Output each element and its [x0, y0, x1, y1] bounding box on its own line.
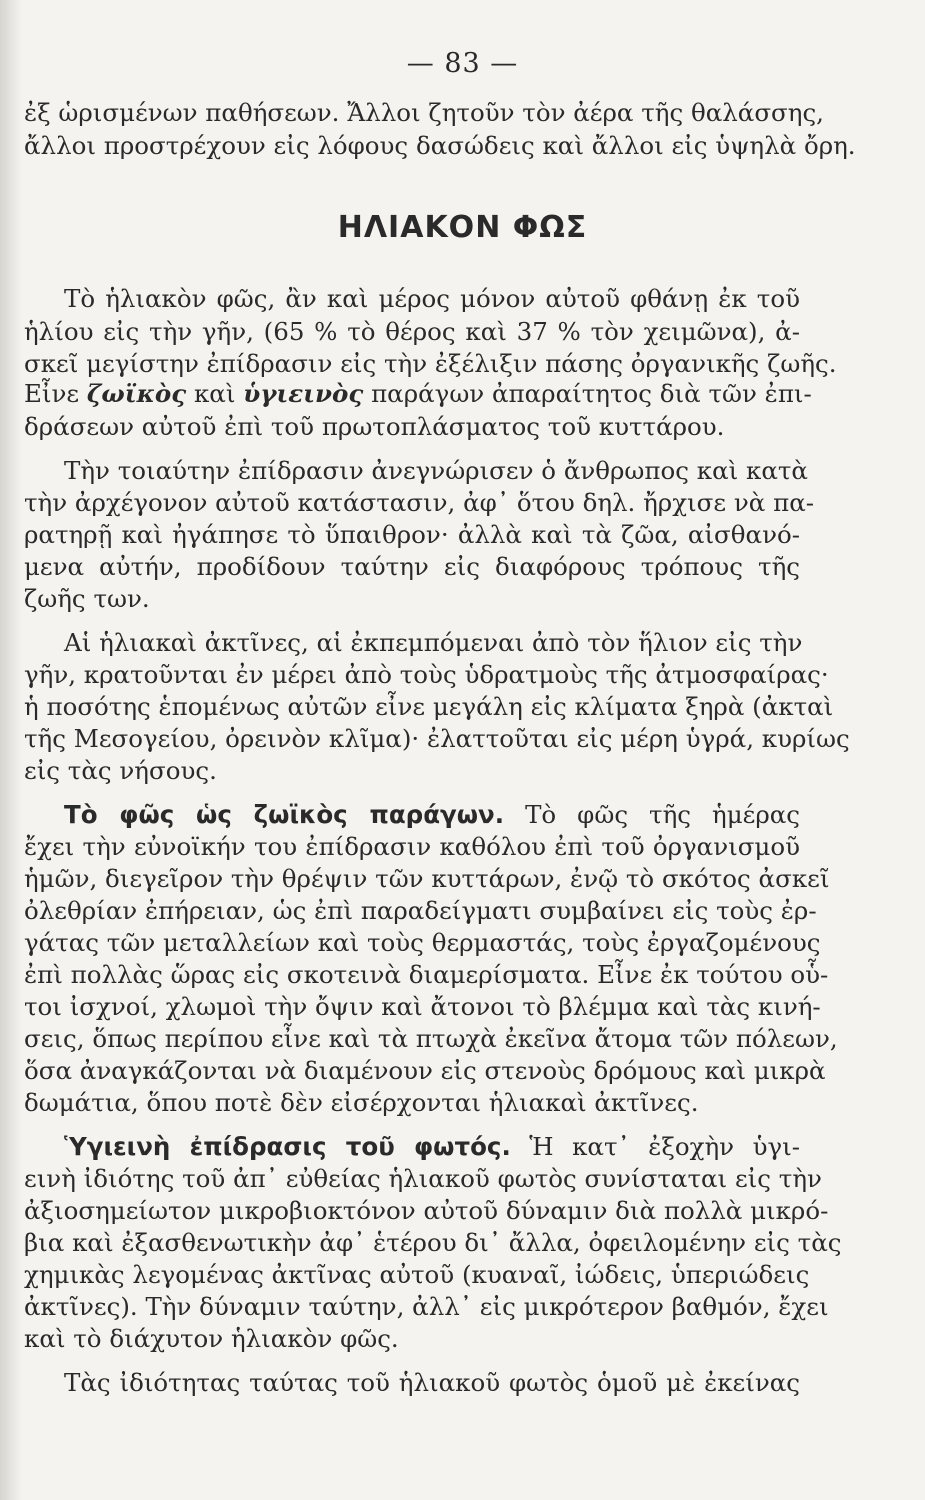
text-line: τοι ἰσχνοί, χλωμοὶ τὴν ὄψιν καὶ ἄτονοι τὸ βλέμμα καὶ τὰς κινή- [24, 992, 821, 1021]
text-line: ὀλεθρίαν ἐπήρειαν, ὡς ἐπὶ παραδείγματι συμβαίνει εἰς τοὺς ἐρ- [24, 896, 817, 925]
line-text: Εἶνε [24, 379, 87, 408]
emphasis-term: ὑγιεινὸς [243, 379, 364, 408]
text-line: ἡ ποσότης ἑπομένως αὐτῶν εἶνε μεγάλη εἰς κλίματα ξηρὰ (ἀκταὶ [24, 692, 834, 721]
text-line: ἐπὶ πολλὰς ὥρας εἰς σκοτεινὰ διαμερίσματα. Εἶνε ἐκ τούτου οὗ- [24, 960, 829, 989]
text-line: ὅσα ἀναγκάζονται νὰ διαμένουν εἰς στενοὺς δρόμους καὶ μικρὰ [24, 1056, 826, 1085]
text-line: Αἱ ἡλιακαὶ ἀκτῖνες, αἱ ἐκπεμπόμεναι ἀπὸ τὸν ἥλιον εἰς τὴν [64, 628, 803, 657]
text-line: εἰς τὰς νήσους. [24, 756, 217, 785]
section-heading: ΗΛΙΑΚΟΝ ΦΩΣ [337, 210, 588, 245]
inline-subheading: Ὑγιεινὴ ἐπίδρασις τοῦ φωτός. [64, 1132, 511, 1161]
text-line: δωμάτια, ὅπου ποτὲ δὲν εἰσέρχονται ἡλιακαὶ ἀκτῖνες. [24, 1088, 699, 1117]
line-text: Τὸ φῶς τῆς ἡμέρας [504, 800, 800, 829]
text-line: ζωῆς των. [24, 584, 150, 613]
text-line [24, 378, 812, 410]
text-line: τὴν ἀρχέγονον αὐτοῦ κατάστασιν, ἀφ᾿ ὅτου δηλ. ἤρχισε νὰ πα- [24, 488, 815, 517]
text-line: σκεῖ μεγίστην ἐπίδρασιν εἰς τὴν ἐξέλιξιν πάσης ὀργανικῆς ζωῆς. [24, 349, 837, 378]
text-line: γάτας τῶν μεταλλείων καὶ τοὺς θερμαστάς, τοὺς ἐργαζομένους [24, 928, 821, 957]
line-text: παράγων ἀπαραίτητος διὰ τῶν ἐπι- [363, 379, 812, 408]
emphasis-term: ζωϊκὸς [86, 379, 187, 408]
text-line: τῆς Μεσογείου, ὀρεινὸν κλῖμα)· ἐλαττοῦται εἰς μέρη ὑγρά, κυρίως [24, 724, 850, 753]
text-line: σεις, ὅπως περίπου εἶνε καὶ τὰ πτωχὰ ἐκεῖνα ἄτομα τῶν πόλεων, [24, 1024, 838, 1053]
text-line [64, 1131, 800, 1163]
text-line: ἐξ ὡρισμένων παθήσεων. Ἄλλοι ζητοῦν τὸν ἀέρα τῆς θαλάσσης, [24, 98, 824, 127]
text-line: ἔχει τὴν εὐνοϊκήν του ἐπίδρασιν καθόλου ἐπὶ τοῦ ὀργανισμοῦ [24, 832, 800, 861]
text-line: ἀξιοσημείωτον μικροβιοκτόνον αὐτοῦ δύναμιν διὰ πολλὰ μικρό- [24, 1196, 829, 1225]
text-line: Τὸ ἡλιακὸν φῶς, ἂν καὶ μέρος μόνον αὐτοῦ φθάνῃ ἐκ τοῦ [64, 284, 800, 313]
text-line: μενα αὐτήν, προδίδουν ταύτην εἰς διαφόρους τρόπους τῆς [24, 552, 800, 581]
text-line: ρατηρῇ καὶ ἠγάπησε τὸ ὕπαιθρον· ἀλλὰ καὶ τὰ ζῶα, αἰσθανό- [24, 520, 800, 549]
text-line: γῆν, κρατοῦνται ἐν μέρει ἀπὸ τοὺς ὑδρατμοὺς τῆς ἀτμοσφαίρας· [24, 660, 829, 689]
text-line: ἄλλοι προστρέχουν εἰς λόφους δασώδεις καὶ ἄλλοι εἰς ὑψηλὰ ὄρη. [24, 131, 856, 160]
line-text: Ἡ κατ᾿ ἐξοχὴν ὑγι- [510, 1132, 800, 1161]
line-text: καὶ [186, 379, 244, 408]
text-line: βια καὶ ἐξασθενωτικὴν ἀφ᾿ ἑτέρου δι᾿ ἄλλα, ὀφειλομένην εἰς τὰς [24, 1228, 842, 1257]
page-number: — 83 — [406, 48, 519, 79]
text-line: ἀκτῖνες). Τὴν δύναμιν ταύτην, ἀλλ᾿ εἰς μικρότερον βαθμόν, ἔχει [24, 1292, 829, 1321]
text-line: ἡλίου εἰς τὴν γῆν, (65 % τὸ θέρος καὶ 37 % τὸν χειμῶνα), ἀ- [24, 317, 800, 346]
text-line: Τὰς ἰδιότητας ταύτας τοῦ ἡλιακοῦ φωτὸς ὁμοῦ μὲ ἐκείνας [64, 1368, 800, 1397]
text-line: ἡμῶν, διεγεῖρον τὴν θρέψιν τῶν κυττάρων, ἐνῷ τὸ σκότος ἀσκεῖ [24, 864, 830, 893]
inline-subheading: Τὸ φῶς ὡς ζωϊκὸς παράγων. [64, 800, 505, 829]
text-line: χημικὰς λεγομένας ἀκτῖνας αὐτοῦ (κυαναῖ, ἰώδεις, ὑπεριώδεις [24, 1260, 810, 1289]
text-line: καὶ τὸ διάχυτον ἡλιακὸν φῶς. [24, 1324, 399, 1353]
text-line [64, 799, 800, 831]
text-line: δράσεων αὐτοῦ ἐπὶ τοῦ πρωτοπλάσματος τοῦ κυττάρου. [24, 412, 725, 441]
text-line: εινὴ ἰδιότης τοῦ ἀπ᾿ εὐθείας ἡλιακοῦ φωτὸς συνίσταται εἰς τὴν [24, 1164, 822, 1193]
text-line: Τὴν τοιαύτην ἐπίδρασιν ἀνεγνώρισεν ὁ ἄνθρωπος καὶ κατὰ [64, 456, 808, 485]
